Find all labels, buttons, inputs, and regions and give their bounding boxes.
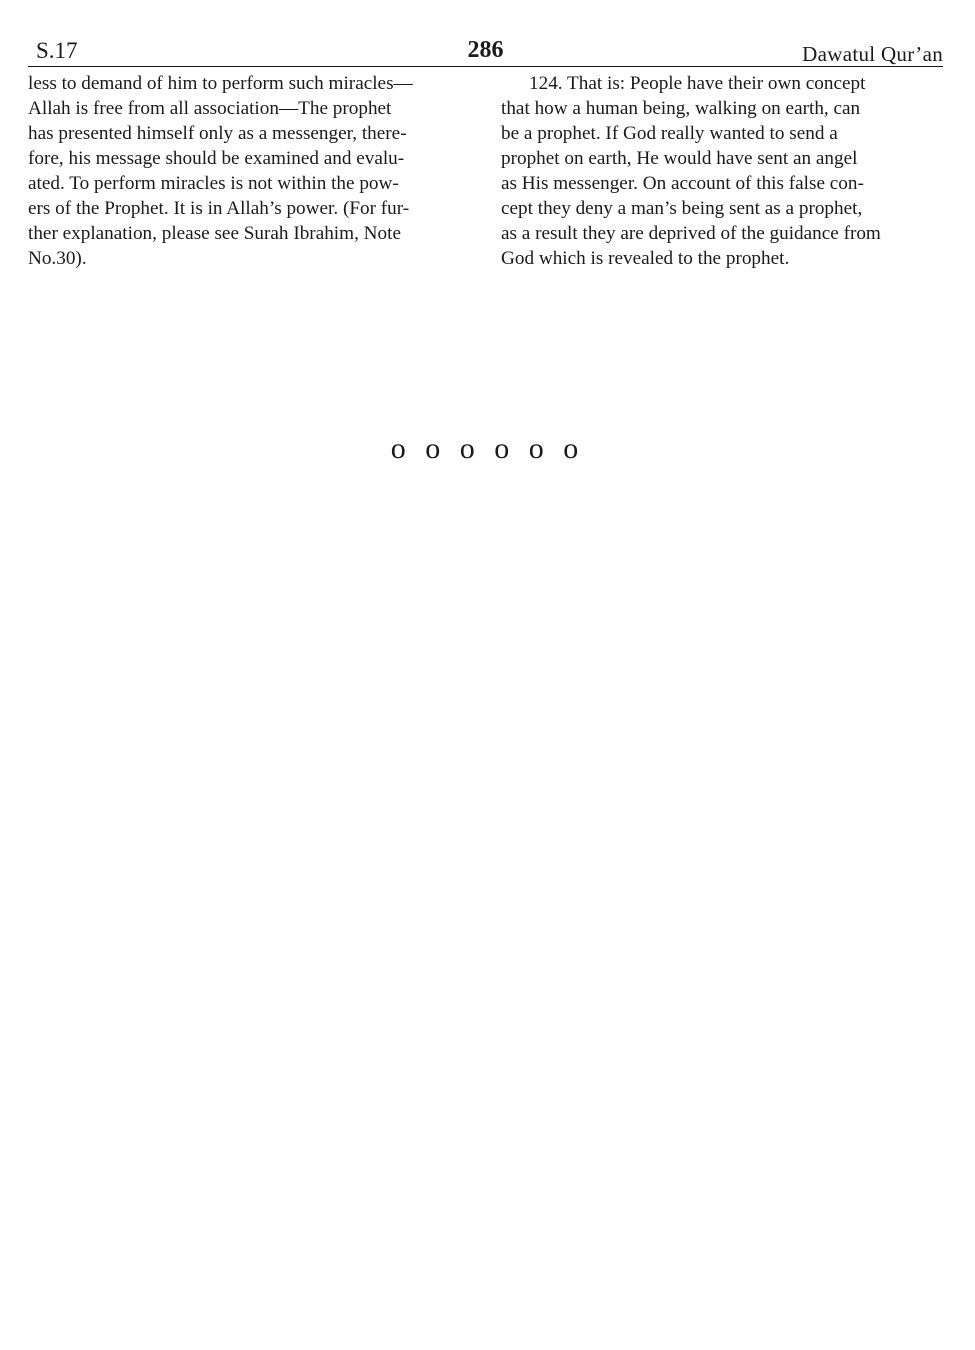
page-number: 286 — [467, 37, 504, 63]
section-end-ornament: o o o o o o — [390, 432, 585, 465]
text-columns — [28, 71, 943, 281]
note-124-paragraph: 124. That is: People have their own concept that how a human being, walking on earth, can be a prophet. If God really wanted to send a prophet on earth, He would have sent an angel as His messenger. On account of this false con- cept they deny a man’s being sent as a prophet, as a result they are deprived of the guidance from God which is revealed to the prophet. — [501, 73, 881, 269]
book-title: Dawatul Qur’an — [802, 42, 943, 66]
surah-label: S.17 — [36, 38, 78, 63]
left-column — [28, 71, 465, 271]
left-column-paragraph: less to demand of him to perform such miracles— Allah is free from all association—The prophet has presented himself only as a messenger, there- fore, his message should be examined and evalu- ated. To perform miracles is not within the pow- ers of the Prophet. It is in Allah’s power. (For fur- ther explanation, please see Surah Ibrahim, Note No.30). — [28, 73, 413, 269]
right-column — [501, 71, 943, 271]
page — [28, 36, 943, 281]
running-header — [28, 36, 943, 67]
